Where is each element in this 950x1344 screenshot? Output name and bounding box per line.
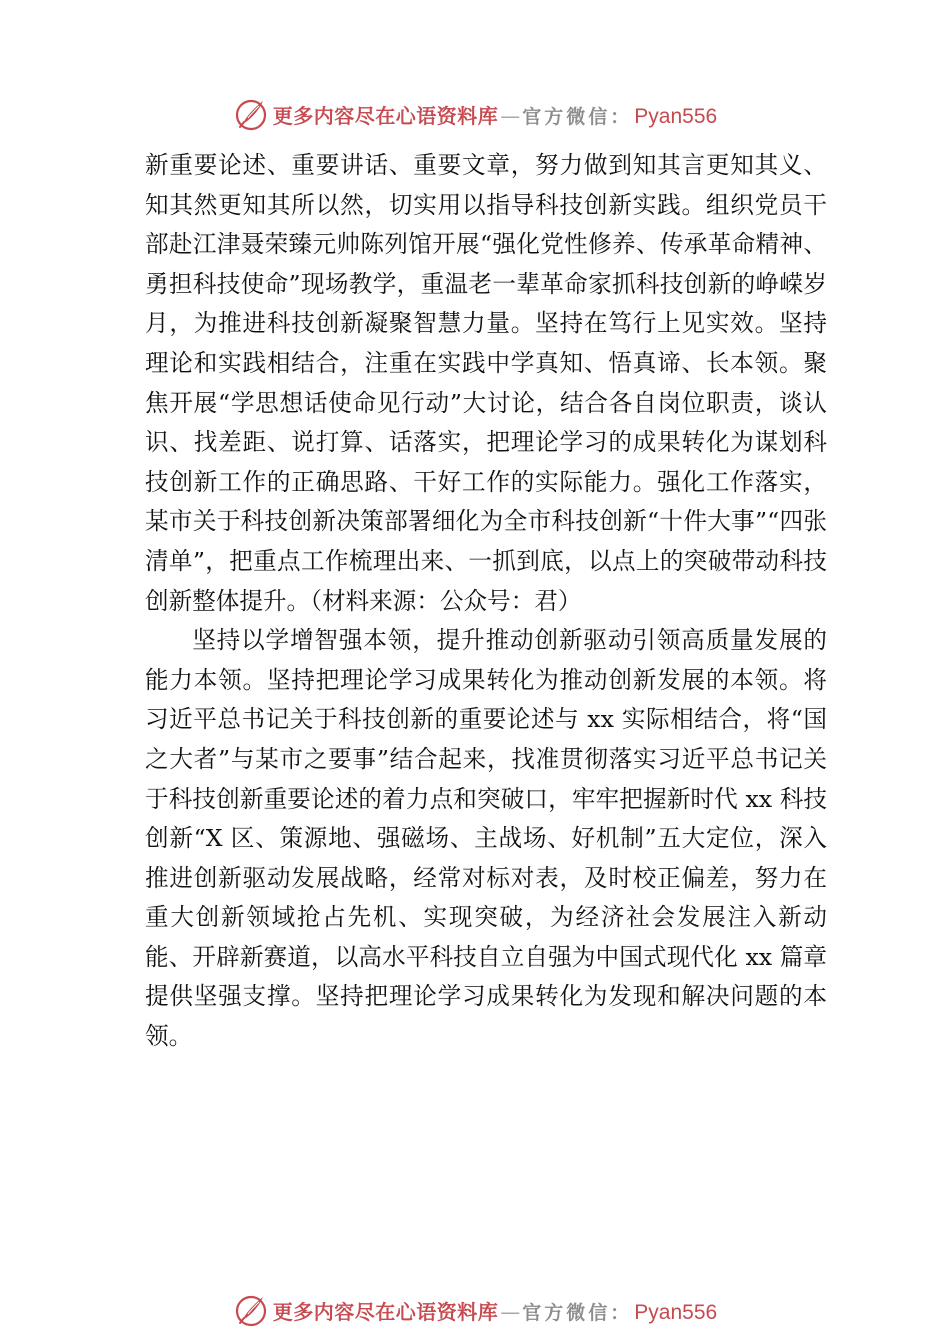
- banner-dash: —: [500, 1299, 521, 1324]
- banner-text: [273, 1296, 717, 1325]
- banner-wechat-id: Pyan556: [634, 1300, 718, 1324]
- banner-text: [273, 100, 717, 129]
- banner-main-text: 更多内容尽在心语资料库: [272, 1299, 499, 1324]
- footer-watermark-banner: [0, 1290, 950, 1330]
- banner-wechat-id: Pyan556: [634, 104, 718, 128]
- paragraph-continued: 新重要论述、重要讲话、重要文章，努力做到知其言更知其义、知其然更知其所以然，切实用以指导科技创新实践。组织党员干部赴江津聂荣臻元帅陈列馆开展“强化党性修养、传承革命精神、勇担科技使命”现场教学，重温老一辈革命家抓科技创新的峥嵘岁月，为推进科技创新凝聚智慧力量。坚持在笃行上见实效。坚持理论和实践相结合，注重在实践中学真知、悟真谛、长本领。聚焦开展“学思想话使命见行动”大讨论，结合各自岗位职责，谈认识、找差距、说打算、话落实，把理论学习的成果转化为谋划科技创新工作的正确思路、干好工作的实际能力。强化工作落实，某市关于科技创新决策部署细化为全市科技创新“十件大事”“四张清单”，把重点工作梳理出来、一抓到底，以点上的突破带动科技创新整体提升。（材料来源：公众号：君）: [145, 151, 827, 615]
- document-body: [145, 146, 827, 1057]
- banner-dash: —: [500, 103, 521, 128]
- quill-seal-icon: [233, 96, 269, 132]
- header-watermark-banner: [0, 94, 950, 134]
- quill-seal-icon: [233, 1292, 269, 1328]
- banner-wechat-label: 官方微信：: [522, 105, 633, 128]
- banner-main-text: 更多内容尽在心语资料库: [272, 103, 499, 128]
- paragraph: 坚持以学增智强本领，提升推动创新驱动引领高质量发展的能力本领。坚持把理论学习成果转化为推动创新发展的本领。将习近平总书记关于科技创新的重要论述与 xx 实际相结合，将“国之大者”与某市之要事”结合起来，找准贯彻落实习近平总书记关于科技创新重要论述的着力点和突破口，牢牢把握新时代 xx 科技创新“X 区、策源地、强磁场、主战场、好机制”五大定位，深入推进创新驱动发展战略，经常对标对表，及时校正偏差，努力在重大创新领域抢占先机、实现突破，为经济社会发展注入新动能、开辟新赛道，以高水平科技自立自强为中国式现代化 xx 篇章提供坚强支撑。坚持把理论学习成果转化为发现和解决问题的本领。: [145, 626, 827, 1051]
- banner-wechat-label: 官方微信：: [522, 1301, 633, 1324]
